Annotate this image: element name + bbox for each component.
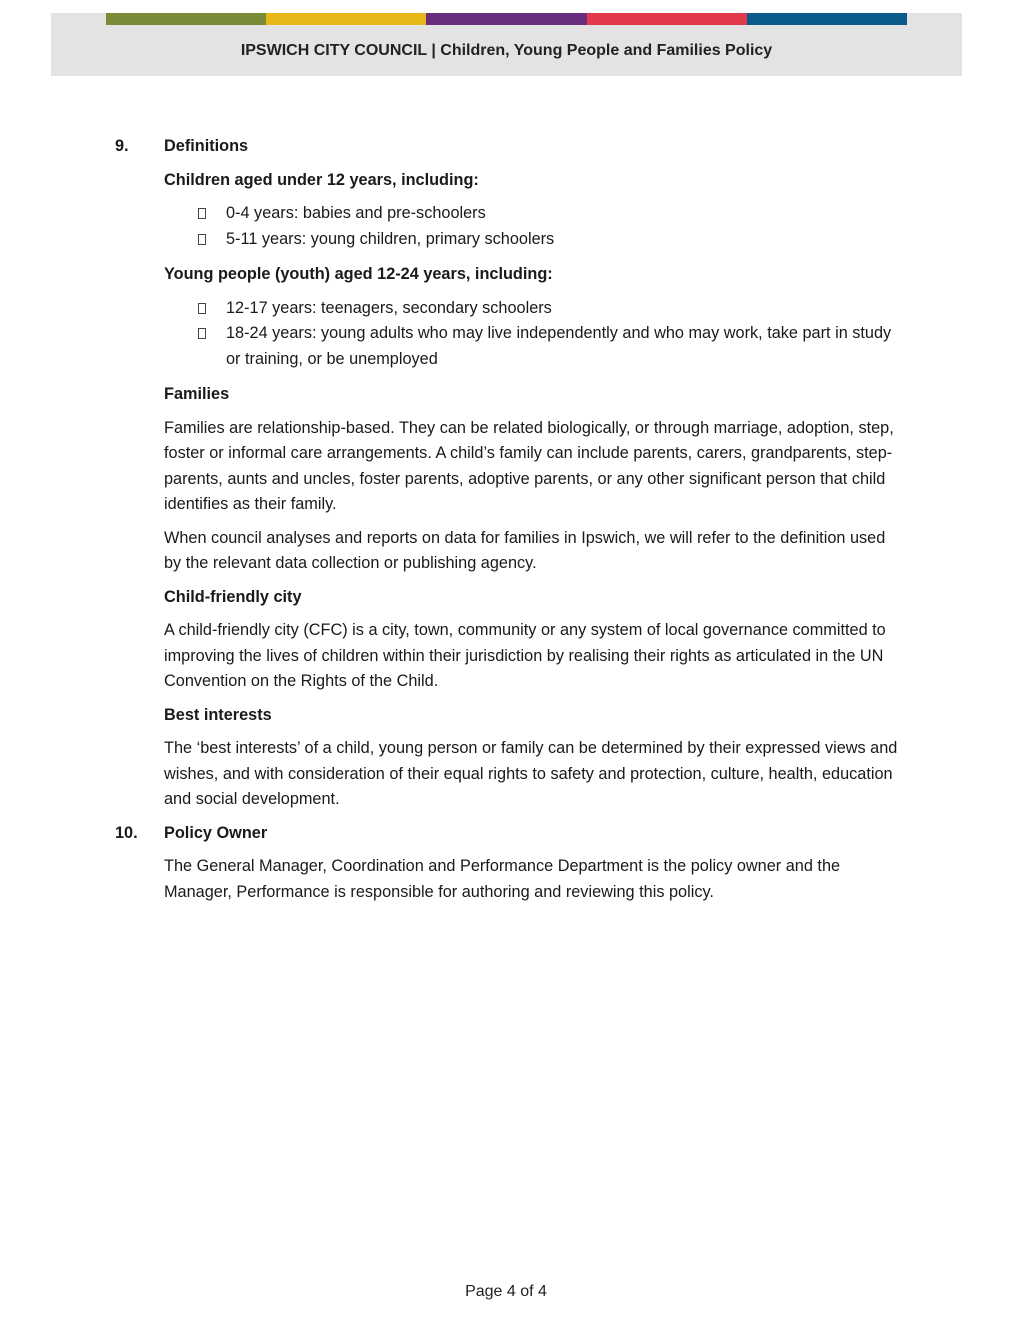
section-heading (115, 821, 905, 847)
checkbox-bullet-icon (198, 208, 206, 219)
stripe-purple (426, 13, 586, 25)
stripe-green (106, 13, 266, 25)
list-item-text: 12-17 years: teenagers, secondary schoolers (226, 298, 552, 317)
list-item-text: 18-24 years: young adults who may live independently and who may work, take part in study or training, or be unemployed (226, 324, 892, 368)
stripe-yellow (266, 13, 426, 25)
section-body (164, 854, 905, 905)
section-body (164, 168, 905, 813)
list-item (198, 296, 905, 322)
stripe-red (587, 13, 747, 25)
children-list (164, 201, 905, 252)
section-number: 9. (115, 137, 129, 155)
policy-owner-paragraph: The General Manager, Coordination and Performance Department is the policy owner and the Manager, Performance is responsible for authoring and reviewing this policy. (164, 857, 841, 901)
checkbox-bullet-icon (198, 303, 206, 314)
list-item (198, 201, 905, 227)
cfc-heading: Child-friendly city (164, 587, 302, 606)
best-interests-heading: Best interests (164, 705, 272, 724)
page-number: Page 4 of 4 (465, 1283, 547, 1300)
families-heading: Families (164, 385, 230, 403)
cfc-paragraph: A child-friendly city (CFC) is a city, town, community or any system of local governance committed to improving the lives of children within their jurisdiction by realising their rights as articulated in the UN Convention on the Rights of the Child. (164, 621, 886, 690)
families-data-paragraph: When council analyses and reports on data for families in Ipswich, we will refer to the definition used by the relevant data collection or publishing agency. (164, 528, 886, 572)
stripe-blue (747, 13, 907, 25)
best-interests-paragraph: The ‘best interests’ of a child, young person or family can be determined by their expressed views and wishes, and with consideration of their equal rights to safety and protection, culture, health, education and social development. (164, 739, 898, 808)
list-item-text: 5-11 years: young children, primary schoolers (226, 229, 555, 248)
section-title: Definitions (164, 137, 249, 155)
list-item-text: 0-4 years: babies and pre-schoolers (226, 204, 486, 222)
section-policy-owner (115, 821, 905, 906)
section-heading (115, 134, 905, 160)
document-body (115, 134, 905, 913)
page-header (51, 13, 962, 76)
section-definitions (115, 134, 905, 813)
youth-list (164, 296, 905, 373)
youth-heading: Young people (youth) aged 12-24 years, including: (164, 265, 553, 283)
families-paragraph: Families are relationship-based. They can be related biologically, or through marriage, adoption, step, foster or informal care arrangements. A child’s family can include parents, carers, grandparents, step-parents, aunts and uncles, foster parents, adoptive parents, or any other significant person that child identifies as their family. (164, 418, 894, 513)
list-item (198, 321, 905, 372)
checkbox-bullet-icon (198, 328, 206, 339)
list-item (198, 227, 905, 253)
children-heading: Children aged under 12 years, including: (164, 170, 479, 189)
header-title: IPSWICH CITY COUNCIL | Children, Young People and Families Policy (240, 42, 773, 59)
color-stripe (106, 13, 907, 25)
section-title: Policy Owner (164, 823, 268, 842)
section-number: 10. (115, 823, 138, 842)
checkbox-bullet-icon (198, 234, 206, 245)
